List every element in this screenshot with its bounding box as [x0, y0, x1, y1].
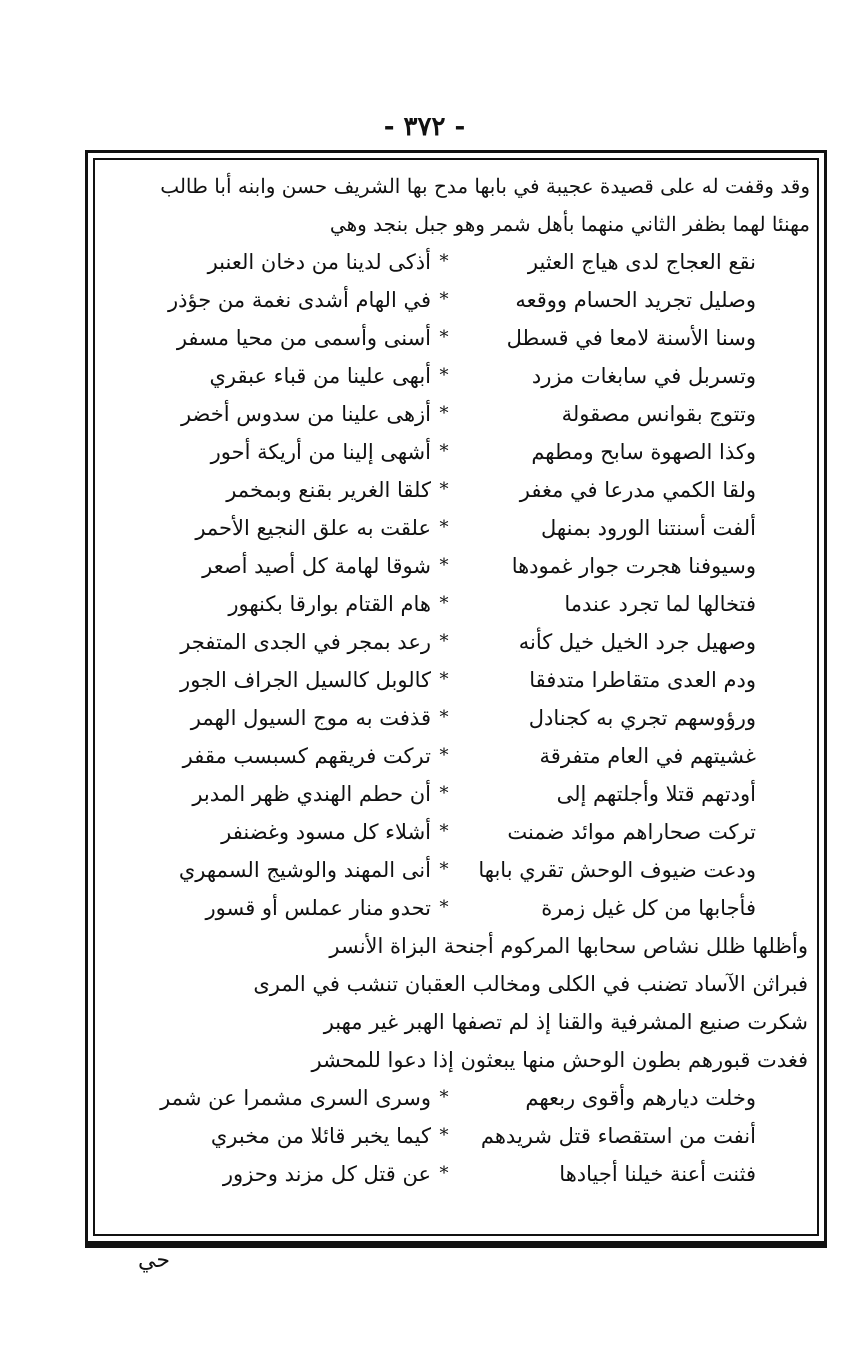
verse-line: [102, 509, 810, 547]
verse-separator: *: [439, 821, 449, 842]
intro-line: مهنئا لهما بظفر الثاني منهما بأهل شمر وهو جبل بنجد وهي: [329, 212, 810, 236]
verse-second-hemistich: أن حطم الهندي ظهر المدبر: [192, 782, 431, 806]
page-number: - ٣٧٢ -: [383, 112, 466, 142]
verse-first-hemistich: ودم العدى متقاطرا متدفقا: [529, 668, 756, 692]
verse-first-hemistich: ألفت أسنتنا الورود بمنهل: [541, 516, 756, 540]
verse-second-hemistich: عن قتل كل مزند وحزور: [222, 1162, 431, 1186]
verse-line: [102, 889, 810, 927]
verse-first-hemistich: غشيتهم في العام متفرقة: [539, 744, 756, 768]
verse-separator: *: [439, 1163, 449, 1184]
verse-second-hemistich: كلقا الغرير بقنع وبمخمر: [226, 478, 431, 502]
verse-separator: *: [439, 783, 449, 804]
verse-line: [102, 281, 810, 319]
verse-separator: *: [439, 707, 449, 728]
verse-first-hemistich: وسيوفنا هجرت جوار غمودها: [511, 554, 756, 578]
verse-separator: *: [439, 897, 449, 918]
verse-line: [102, 319, 810, 357]
verse-second-hemistich: أذكى لدينا من دخان العنبر: [207, 250, 431, 274]
verse-separator: *: [439, 669, 449, 690]
verse-first-hemistich: نقع العجاج لدى هياج العثير: [527, 250, 756, 274]
verse-separator: *: [439, 365, 449, 386]
verse-first-hemistich: ولقا الكمي مدرعا في مغفر: [519, 478, 756, 502]
verse-first-hemistich: فأجابها من كل غيل زمرة: [541, 896, 756, 920]
verse-second-hemistich: في الهام أشدى نغمة من جؤذر: [167, 288, 431, 312]
verse-second-hemistich: هام القتام بوارقا بكنهور: [228, 592, 431, 616]
verse-separator: *: [439, 403, 449, 424]
verse-first-hemistich: وكذا الصهوة سابح ومطهم: [531, 440, 756, 464]
verse-first-hemistich: وصليل تجريد الحسام ووقعه: [515, 288, 756, 312]
verse-line: [102, 775, 810, 813]
verse-line: [102, 851, 810, 889]
verse-separator: *: [439, 745, 449, 766]
verse-line: [102, 357, 810, 395]
text-frame: [85, 150, 827, 1248]
verse-second-hemistich: شوقا لهامة كل أصيد أصعر: [202, 554, 431, 578]
verse-first-hemistich: وصهيل جرد الخيل خيل كأنه: [518, 630, 756, 654]
verse-second-hemistich: أسنى وأسمى من محيا مسفر: [176, 326, 431, 350]
verse-line: [102, 737, 810, 775]
verse-second-hemistich: كيما يخبر قائلا من مخبري: [210, 1124, 431, 1148]
verse-first-hemistich: تركت صحاراهم موائد ضمنت: [507, 820, 756, 844]
verse-separator: *: [439, 593, 449, 614]
verse-line: [102, 471, 810, 509]
verse-second-hemistich: كالوبل كالسيل الجراف الجور: [180, 668, 431, 692]
verse-second-hemistich: أشهى إلينا من أريكة أحور: [210, 440, 431, 464]
verse-first-hemistich: فثنت أعنة خيلنا أجيادها: [559, 1162, 756, 1186]
verse-line: [102, 585, 810, 623]
verse-line: [102, 1117, 810, 1155]
verse-line: [102, 243, 810, 281]
verse-first-hemistich: فتخالها لما تجرد عندما: [564, 592, 756, 616]
verse-second-hemistich: أنى المهند والوشيج السمهري: [178, 858, 431, 882]
verse-first-hemistich: وسنا الأسنة لامعا في قسطل: [506, 326, 756, 350]
verse-separator: *: [439, 517, 449, 538]
verse-line: [102, 699, 810, 737]
prose-line: شكرت صنيع المشرفية والقنا إذ لم تصفها الهبر غير مهبر: [323, 1010, 808, 1034]
verse-line: [102, 547, 810, 585]
verse-second-hemistich: وسرى السرى مشمرا عن شمر: [160, 1086, 431, 1110]
verse-second-hemistich: رعد بمجر في الجدى المتفجر: [180, 630, 431, 654]
verse-second-hemistich: تحدو منار عملس أو قسور: [205, 896, 431, 920]
verse-second-hemistich: تركت فريقهم كسبسب مقفر: [182, 744, 431, 768]
verse-second-hemistich: قذفت به موج السيول الهمر: [190, 706, 431, 730]
verse-separator: *: [439, 631, 449, 652]
verse-separator: *: [439, 1087, 449, 1108]
verse-line: [102, 661, 810, 699]
verse-first-hemistich: أودتهم قتلا وأجلتهم إلى: [556, 782, 756, 806]
verse-line: [102, 433, 810, 471]
verse-second-hemistich: أشلاء كل مسود وغضنفر: [221, 820, 431, 844]
verse-first-hemistich: ورؤوسهم تجري به كجنادل: [528, 706, 756, 730]
verse-first-hemistich: وتتوج بقوانس مصقولة: [561, 402, 756, 426]
verse-separator: *: [439, 555, 449, 576]
prose-line: وأظلها ظلل نشاص سحابها المركوم أجنحة البزاة الأنسر: [329, 934, 808, 958]
prose-line: فغدت قبورهم بطون الوحش منها يبعثون إذا دعوا للمحشر: [311, 1048, 808, 1072]
verse-line: [102, 1155, 810, 1193]
verse-first-hemistich: وخلت ديارهم وأقوى ربعهم: [525, 1086, 756, 1110]
verse-second-hemistich: أبهى علينا من قباء عبقري: [209, 364, 431, 388]
verse-second-hemistich: علقت به علق النجيع الأحمر: [195, 516, 431, 540]
verse-separator: *: [439, 479, 449, 500]
verse-line: [102, 813, 810, 851]
verse-line: [102, 623, 810, 661]
verse-separator: *: [439, 327, 449, 348]
verse-separator: *: [439, 1125, 449, 1146]
verse-second-hemistich: أزهى علينا من سدوس أخضر: [180, 402, 431, 426]
verse-first-hemistich: ودعت ضيوف الوحش تقري بابها: [478, 858, 756, 882]
verse-separator: *: [439, 289, 449, 310]
verse-separator: *: [439, 859, 449, 880]
prose-line: فبراثن الآساد تضنب في الكلى ومخالب العقبان تنشب في المرى: [253, 972, 808, 996]
verse-separator: *: [439, 441, 449, 462]
verse-first-hemistich: وتسربل في سابغات مزرد: [531, 364, 756, 388]
verse-line: [102, 395, 810, 433]
intro-line: وقد وقفت له على قصيدة عجيبة في بابها مدح بها الشريف حسن وابنه أبا طالب: [160, 174, 810, 198]
page-body: [102, 167, 810, 1193]
verse-first-hemistich: أنفت من استقصاء قتل شريدهم: [480, 1124, 756, 1148]
verse-separator: *: [439, 251, 449, 272]
catchword: حي: [138, 1248, 170, 1273]
verse-line: [102, 1079, 810, 1117]
